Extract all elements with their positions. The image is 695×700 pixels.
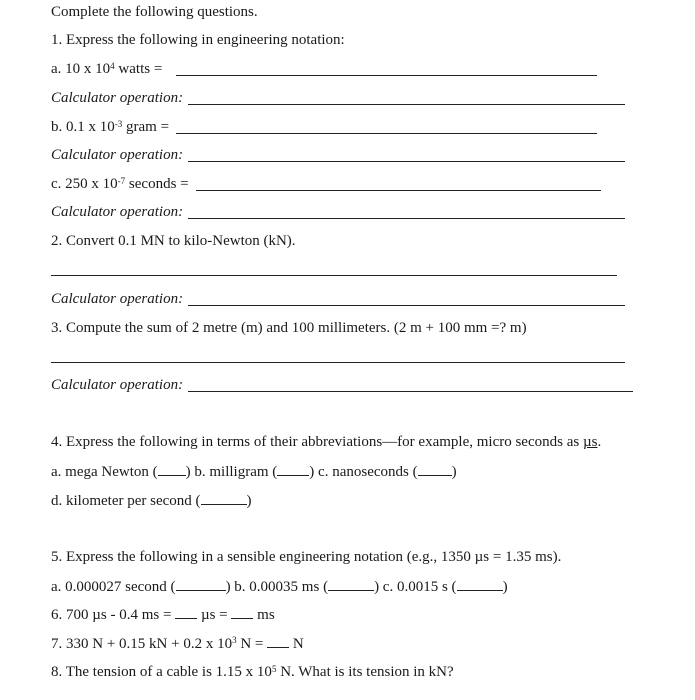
answer-line-3[interactable] bbox=[51, 362, 625, 363]
calculator-label-1a: Calculator operation: bbox=[51, 90, 184, 106]
question-7: 7. 330 N + 0.15 kN + 0.2 x $10^3$ N = N bbox=[51, 635, 304, 652]
calculator-line-2[interactable] bbox=[188, 305, 625, 306]
answer-blank-4a[interactable] bbox=[158, 462, 186, 476]
question-3-text: 3. Compute the sum of 2 metre (m) and 100 millimeters. (2 m + 100 mm =? m) bbox=[51, 320, 527, 336]
worksheet-title: Complete the following questions. bbox=[51, 4, 258, 20]
question-4-text: 4. Express the following in terms of their abbreviations—for example, micro seconds as µs. bbox=[51, 434, 602, 450]
answer-blank-4c[interactable] bbox=[418, 462, 452, 476]
calculator-label-1c: Calculator operation: bbox=[51, 204, 184, 220]
answer-line-1a[interactable] bbox=[176, 75, 597, 76]
answer-line-1c[interactable] bbox=[196, 190, 601, 191]
calculator-line-1c[interactable] bbox=[188, 218, 625, 219]
answer-blank-7[interactable] bbox=[267, 634, 289, 648]
question-1-text: 1. Express the following in engineering notation: bbox=[51, 32, 345, 48]
question-6: 6. 700 µs - 0.4 ms = µs = ms bbox=[51, 607, 275, 623]
question-8: 8. The tension of a cable is 1.15 x $10^5$ N. What is its tension in kN? bbox=[51, 664, 454, 680]
question-1a: a. 10 x $10^4$ watts = bbox=[51, 61, 163, 77]
calculator-line-1a[interactable] bbox=[188, 104, 625, 105]
question-5-abc: a. 0.000027 second ( ) b. 0.00035 ms ( ) c. 0.0015 s ( ) bbox=[51, 579, 508, 595]
answer-blank-5c[interactable] bbox=[457, 577, 503, 591]
question-1c: c. 250 x $10^{-7}$ seconds = bbox=[51, 176, 189, 192]
answer-blank-5a[interactable] bbox=[176, 577, 226, 591]
calculator-label-3: Calculator operation: bbox=[51, 377, 184, 393]
calculator-line-1b[interactable] bbox=[188, 161, 625, 162]
answer-blank-5b[interactable] bbox=[328, 577, 374, 591]
answer-blank-6-ms[interactable] bbox=[231, 605, 253, 619]
calculator-line-3[interactable] bbox=[188, 391, 633, 392]
question-1b: b. 0.1 x $10^{-3}$ gram = bbox=[51, 119, 170, 135]
calculator-label-2: Calculator operation: bbox=[51, 291, 184, 307]
answer-line-2[interactable] bbox=[51, 275, 617, 276]
calculator-label-1b: Calculator operation: bbox=[51, 147, 184, 163]
question-4-abc: a. mega Newton ( ) b. milligram ( ) c. nanoseconds ( ) bbox=[51, 464, 457, 480]
answer-blank-4b[interactable] bbox=[277, 462, 309, 476]
question-4d: d. kilometer per second ( ) bbox=[51, 493, 252, 509]
question-2-text: 2. Convert 0.1 MN to kilo-Newton (kN). bbox=[51, 233, 296, 249]
answer-blank-6-us[interactable] bbox=[175, 605, 197, 619]
answer-blank-4d[interactable] bbox=[201, 491, 247, 505]
answer-line-1b[interactable] bbox=[176, 133, 597, 134]
question-5-text: 5. Express the following in a sensible engineering notation (e.g., 1350 µs = 1.35 ms). bbox=[51, 549, 562, 565]
